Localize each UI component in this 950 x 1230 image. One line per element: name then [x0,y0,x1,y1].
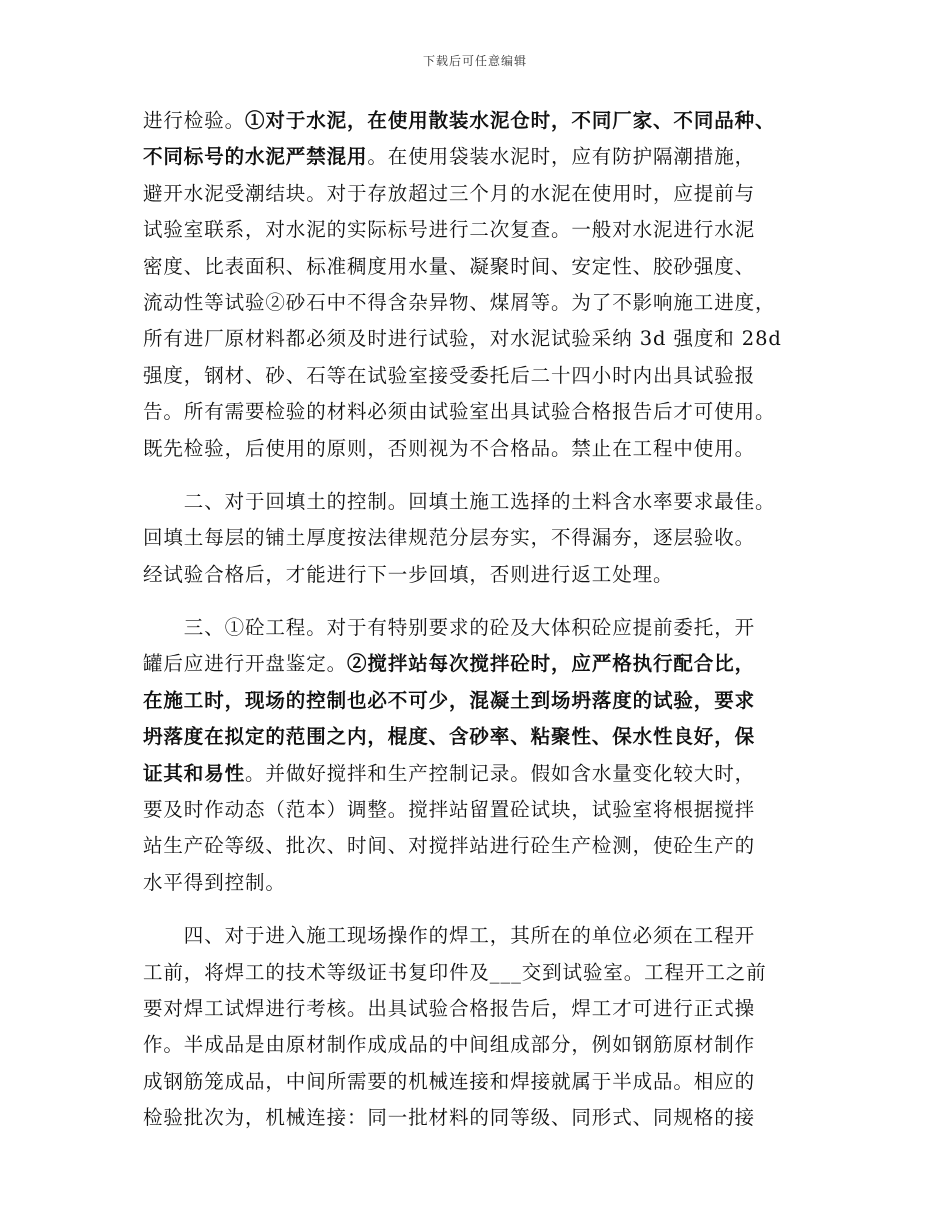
text-segment: 回填土每层的铺土厚度按法律规范分层夯实，不得漏夯，逐层验收。 [143,526,756,550]
text-segment: 强度，钢材、砂、石等在试验室接受委托后二十四小时内出具试验报 [143,363,756,387]
text-line [143,103,813,139]
text-line [143,176,813,212]
text-segment: 二、对于回填土的控制。回填土施工选择的土料含水率要求最佳。 [143,489,776,513]
text-line [143,394,813,430]
text-line [143,212,813,248]
text-line [143,991,813,1027]
text-segment: 流动性等试验②砂石中不得含杂异物、煤屑等。为了不影响施工进度， [143,290,776,314]
text-line [143,139,813,175]
text-line [143,828,813,864]
text-segment: 告。所有需要检验的材料必须由试验室出具试验合格报告后才可使用。 [143,400,776,424]
text-segment: 要及时作动态（范本）调整。搅拌站留置砼试块，试验室将根据搅拌 [143,798,756,822]
text-line [143,358,813,394]
text-segment: 四、对于进入施工现场操作的焊工，其所在的单位必须在工程开 [143,924,756,948]
text-line [143,557,813,593]
bold-text-segment: ①对于水泥，在使用散装水泥仓时，不同厂家、不同品种、 [245,109,776,132]
text-line [143,484,813,520]
text-segment: 。并做好搅拌和生产控制记录。假如含水量变化较大时， [245,761,756,785]
text-line [143,792,813,828]
text-line [143,865,813,901]
bold-text-segment: 坍落度在拟定的范围之内，棍度、含砂率、粘聚性、保水性良好，保 [143,725,756,749]
text-segment: 避开水泥受潮结块。对于存放超过三个月的水泥在使用时，应提前与 [143,181,756,205]
text-segment: 。在使用袋装水泥时，应有防护隔潮措施， [367,145,756,169]
text-line [143,955,813,991]
paragraph-gap [143,901,813,918]
text-line [143,249,813,285]
text-segment: 进行检验。 [143,109,246,132]
text-segment: 所有进厂原材料都必须及时进行试验，对水泥试验采纳 3d 强度和 28d [143,327,782,351]
paragraph [143,918,813,1136]
bold-text-segment: 在施工时，现场的控制也必不可少，混凝土到场坍落度的试验，要求 [143,688,756,712]
text-line [143,1100,813,1136]
page-header: 下载后可任意编辑 [422,54,527,68]
text-segment: 水平得到控制。 [143,870,286,894]
text-line [143,683,813,719]
text-segment: 要对焊工试焊进行考核。出具试验合格报告后，焊工才可进行正式操 [143,996,756,1020]
text-line [143,431,813,467]
text-segment: 罐后应进行开盘鉴定。 [143,652,348,676]
text-segment: 检验批次为，机械连接：同一批材料的同等级、同形式、同规格的接 [143,1106,756,1130]
bold-text-segment: 证其和易性 [143,761,246,785]
text-segment: 作。半成品是由原材制作成成品的中间组成部分，例如钢筋原材制作 [143,1033,756,1057]
text-segment: 既先检验，后使用的原则，否则视为不合格品。禁止在工程中使用。 [143,436,756,460]
paragraph [143,610,813,901]
text-line [143,520,813,556]
text-line [143,1027,813,1063]
text-line [143,321,813,357]
paragraph [143,484,813,593]
text-segment: 试验室联系，对水泥的实际标号进行二次复查。一般对水泥进行水泥 [143,218,756,242]
text-line [143,1064,813,1100]
text-segment: 密度、比表面积、标准稠度用水量、凝聚时间、安定性、胶砂强度、 [143,254,756,278]
paragraph-gap [143,593,813,610]
paragraph-gap [143,467,813,484]
text-segment: 工前，将焊工的技术等级证书复印件及___交到试验室。工程开工之前 [143,960,767,984]
text-line [143,756,813,792]
text-segment: 成钢筋笼成品，中间所需要的机械连接和焊接就属于半成品。相应的 [143,1069,756,1093]
text-line [143,918,813,954]
paragraph [143,103,813,467]
text-segment: 三、①砼工程。对于有特别要求的砼及大体积砼应提前委托，开 [143,616,756,640]
text-segment: 站生产砼等级、批次、时间、对搅拌站进行砼生产检测，使砼生产的 [143,834,756,858]
text-line [143,610,813,646]
bold-text-segment: 不同标号的水泥严禁混用 [143,145,368,169]
text-line [143,646,813,682]
text-line [143,285,813,321]
bold-text-segment: ②搅拌站每次搅拌砼时，应严格执行配合比， [347,652,756,676]
document-body [143,103,813,1137]
text-segment: 经试验合格后，才能进行下一步回填，否则进行返工处理。 [143,562,674,586]
text-line [143,719,813,755]
